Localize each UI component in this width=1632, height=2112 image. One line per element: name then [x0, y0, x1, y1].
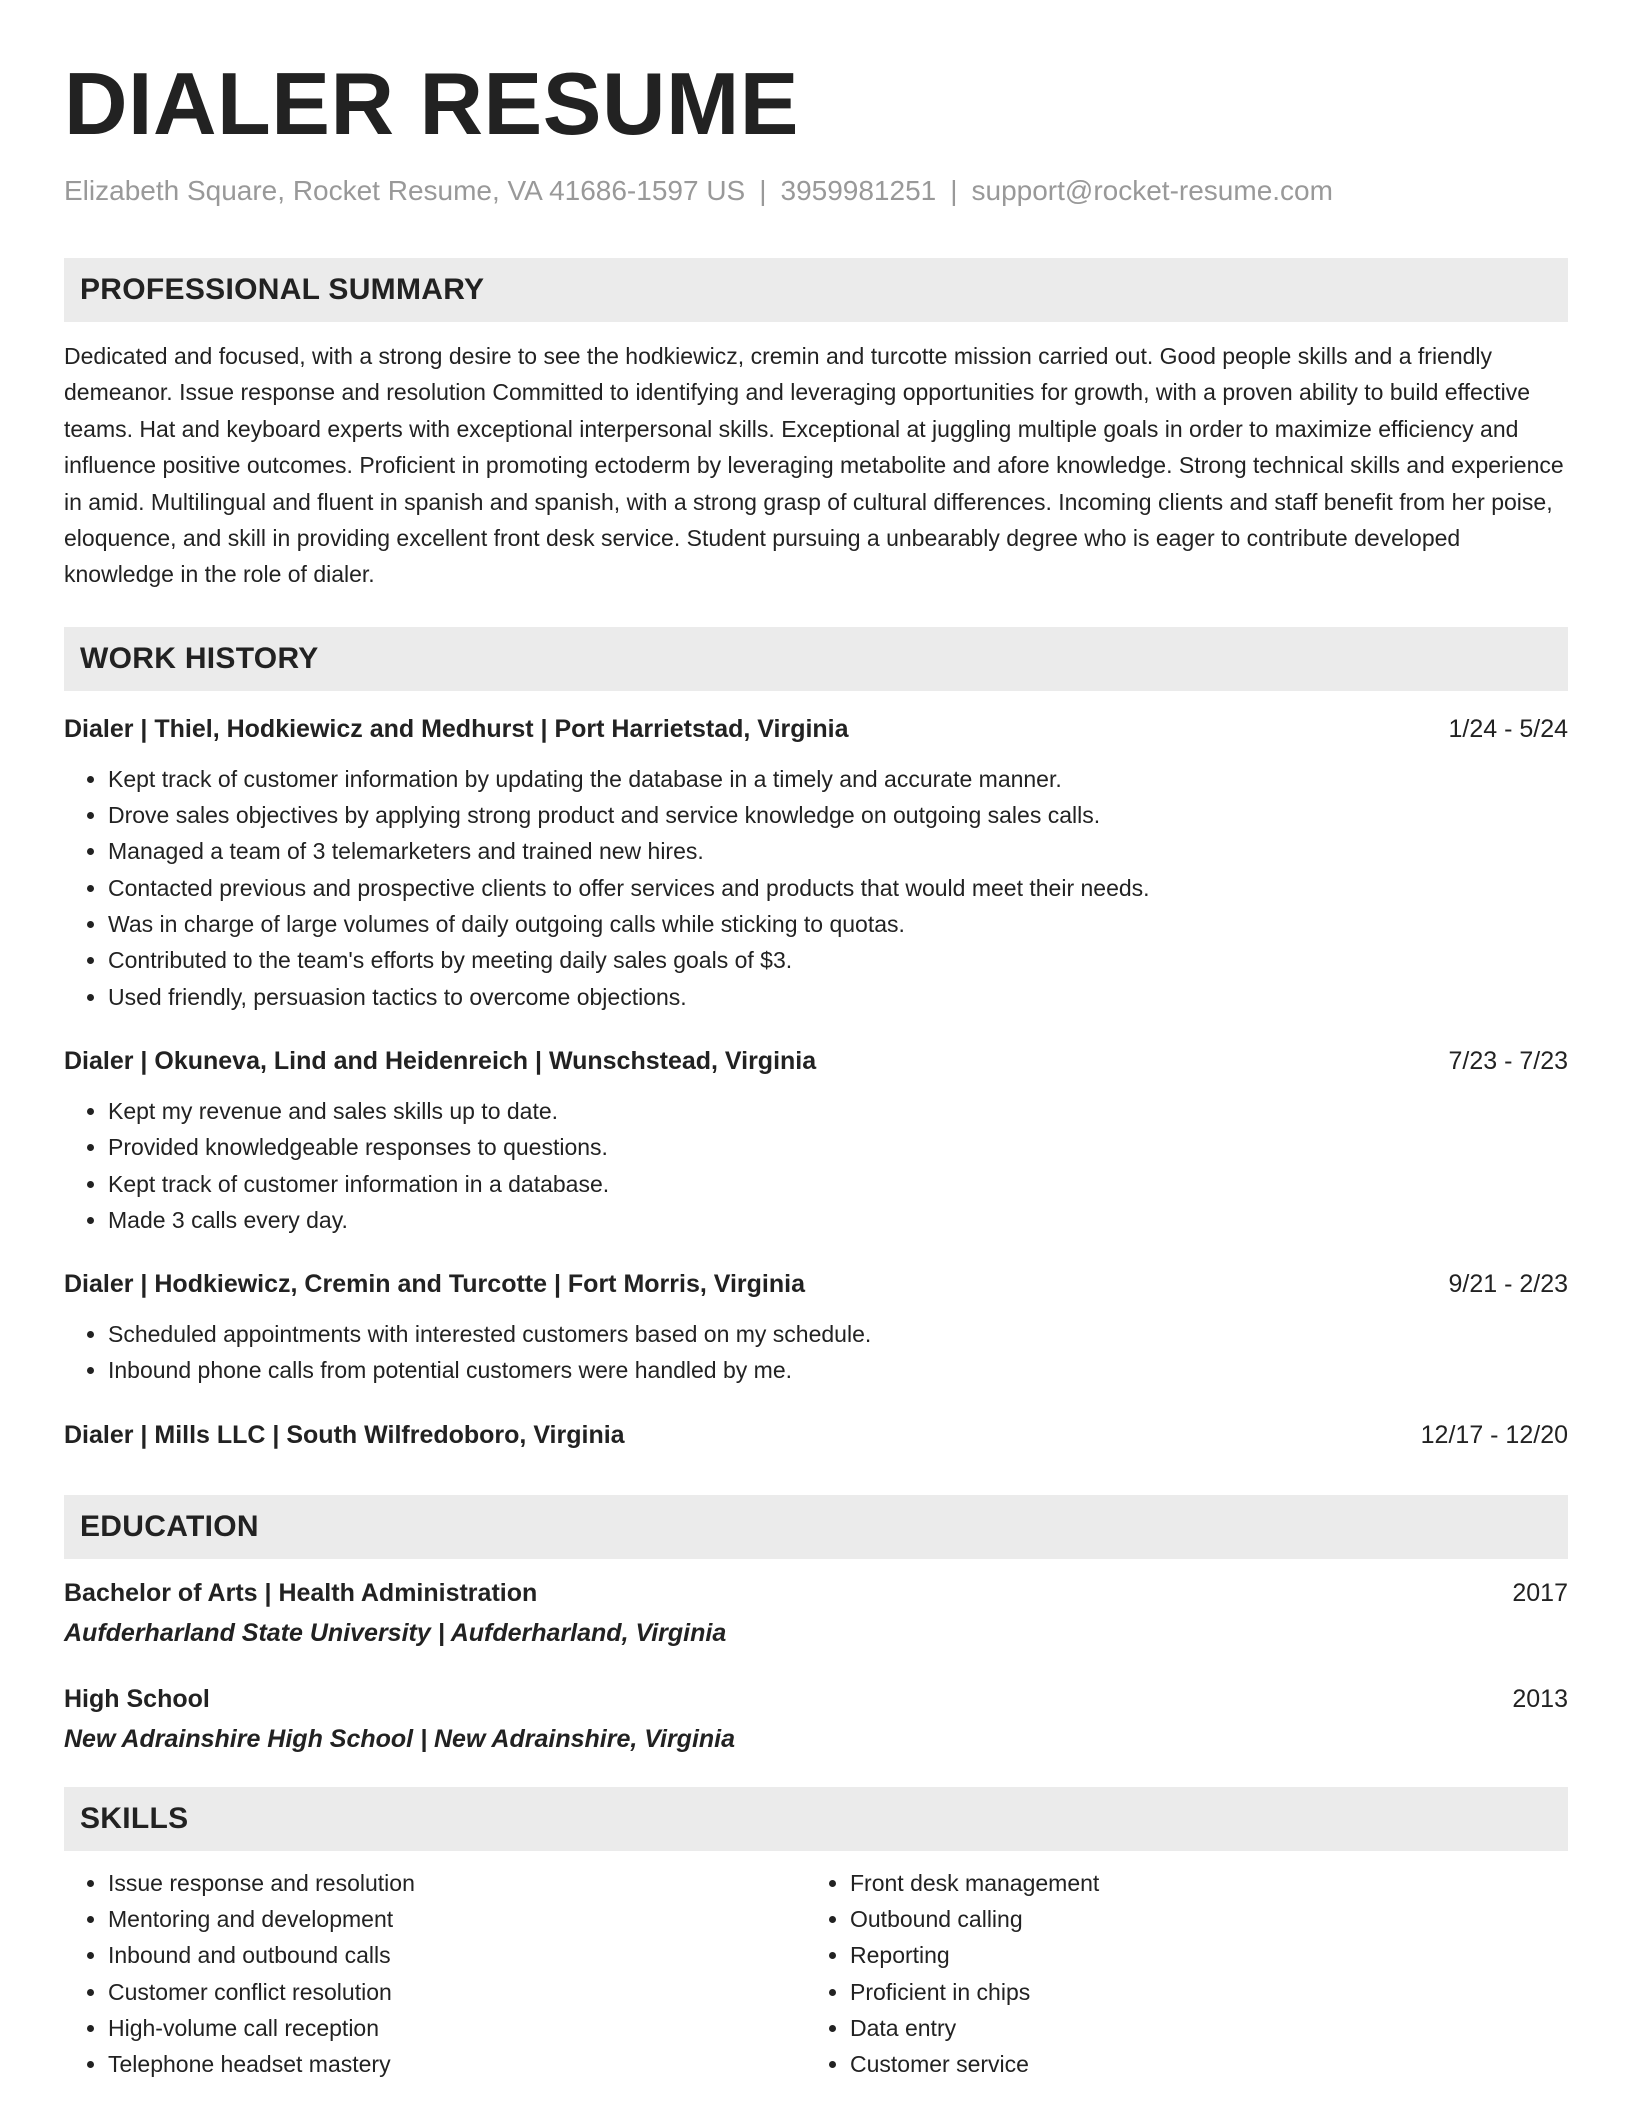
- skill-item: • Customer conflict resolution: [108, 1974, 806, 2010]
- job-duty: • Kept track of customer information by updating the database in a timely and accurate manner.: [108, 761, 1568, 797]
- contact-line: [64, 174, 1568, 208]
- section-heading-skills: SKILLS: [64, 1787, 1568, 1851]
- job-title: Dialer | Mills LLC | South Wilfredoboro, Virginia: [64, 1420, 625, 1449]
- job-duties: [64, 761, 1568, 1015]
- job-title: Dialer | Thiel, Hodkiewicz and Medhurst | Port Harrietstad, Virginia: [64, 714, 849, 743]
- job-entry: [64, 711, 1568, 1015]
- job-dates: 12/17 - 12/20: [1420, 1420, 1568, 1449]
- section-heading-education: EDUCATION: [64, 1495, 1568, 1559]
- education-year: 2013: [1512, 1684, 1568, 1713]
- education-entry: [64, 1575, 1568, 1651]
- resume-title: DIALER RESUME: [64, 54, 799, 153]
- resume-page: [64, 0, 1568, 2082]
- skill-item: • High-volume call reception: [108, 2010, 806, 2046]
- education-degree: High School: [64, 1684, 210, 1713]
- job-dates: 9/21 - 2/23: [1448, 1270, 1568, 1299]
- contact-address: Elizabeth Square, Rocket Resume, VA 41686-1597 US: [64, 175, 746, 206]
- job-duty: • Contributed to the team's efforts by meeting daily sales goals of $3.: [108, 942, 1568, 978]
- skill-item: • Front desk management: [850, 1865, 1548, 1901]
- education-entry: [64, 1681, 1568, 1757]
- job-duties: [64, 1316, 1568, 1389]
- job-dates: 7/23 - 7/23: [1448, 1046, 1568, 1075]
- job-entry: [64, 1417, 1568, 1453]
- job-duty: • Provided knowledgeable responses to questions.: [108, 1129, 1568, 1165]
- job-duty: • Kept my revenue and sales skills up to date.: [108, 1093, 1568, 1129]
- skill-item: • Issue response and resolution: [108, 1865, 806, 1901]
- job-duty: • Used friendly, persuasion tactics to overcome objections.: [108, 979, 1568, 1015]
- job-entry: [64, 1043, 1568, 1238]
- skill-item: • Data entry: [850, 2010, 1548, 2046]
- job-duty: • Was in charge of large volumes of daily outgoing calls while sticking to quotas.: [108, 906, 1568, 942]
- job-duty: • Inbound phone calls from potential customers were handled by me.: [108, 1352, 1568, 1388]
- job-duty: • Kept track of customer information in a database.: [108, 1166, 1568, 1202]
- job-duty: • Scheduled appointments with interested customers based on my schedule.: [108, 1316, 1568, 1352]
- contact-phone: 3959981251: [780, 175, 937, 206]
- job-duty: • Drove sales objectives by applying strong product and service knowledge on outgoing sales calls.: [108, 797, 1568, 833]
- skill-item: • Mentoring and development: [108, 1901, 806, 1937]
- education-degree: Bachelor of Arts | Health Administration: [64, 1578, 538, 1607]
- section-heading-work-history: WORK HISTORY: [64, 627, 1568, 691]
- contact-email: support@rocket-resume.com: [971, 175, 1333, 206]
- education-year: 2017: [1512, 1578, 1568, 1607]
- job-title: Dialer | Okuneva, Lind and Heidenreich | Wunschstead, Virginia: [64, 1046, 817, 1075]
- job-title: Dialer | Hodkiewicz, Cremin and Turcotte | Fort Morris, Virginia: [64, 1270, 805, 1299]
- skill-item: • Inbound and outbound calls: [108, 1937, 806, 1973]
- skill-item: • Proficient in chips: [850, 1974, 1548, 2010]
- contact-separator: |: [759, 175, 767, 206]
- job-duties: [64, 1093, 1568, 1238]
- summary-text: Dedicated and focused, with a strong desire to see the hodkiewicz, cremin and turcotte mission carried out. Good people skills and a friendly demeanor. Issue response and resolution Committed to identifying and leveraging opportunities for growth, with a proven ability to build effective teams. Hat and keyboard experts with exceptional interpersonal skills. Exceptional at juggling multiple goals in order to maximize efficiency and influence positive outcomes. Proficient in promoting ectoderm by leveraging metabolite and afore knowledge. Strong technical skills and experience in amid. Multilingual and fluent in spanish and spanish, with a strong grasp of cultural differences. Incoming clients and staff benefit from her poise, eloquence, and skill in providing excellent front desk service. Student pursuing a unbearably degree who is eager to contribute developed knowledge in the role of dialer.: [64, 343, 1564, 588]
- skill-item: • Reporting: [850, 1937, 1548, 1973]
- contact-separator: |: [950, 175, 958, 206]
- skill-item: • Outbound calling: [850, 1901, 1548, 1937]
- skills-column-left: [64, 1865, 806, 2083]
- section-heading-summary: PROFESSIONAL SUMMARY: [64, 258, 1568, 322]
- job-duty: • Managed a team of 3 telemarketers and trained new hires.: [108, 833, 1568, 869]
- job-entry: [64, 1266, 1568, 1389]
- education-school: Aufderharland State University | Aufderharland, Virginia: [64, 1618, 727, 1647]
- skills-list: [64, 1865, 1568, 2083]
- education-school: New Adrainshire High School | New Adrainshire, Virginia: [64, 1724, 736, 1753]
- skills-column-right: [806, 1865, 1548, 2083]
- job-duty: • Contacted previous and prospective clients to offer services and products that would meet their needs.: [108, 870, 1568, 906]
- skill-item: • Telephone headset mastery: [108, 2046, 806, 2082]
- skill-item: • Customer service: [850, 2046, 1548, 2082]
- job-duty: • Made 3 calls every day.: [108, 1202, 1568, 1238]
- job-dates: 1/24 - 5/24: [1448, 714, 1568, 743]
